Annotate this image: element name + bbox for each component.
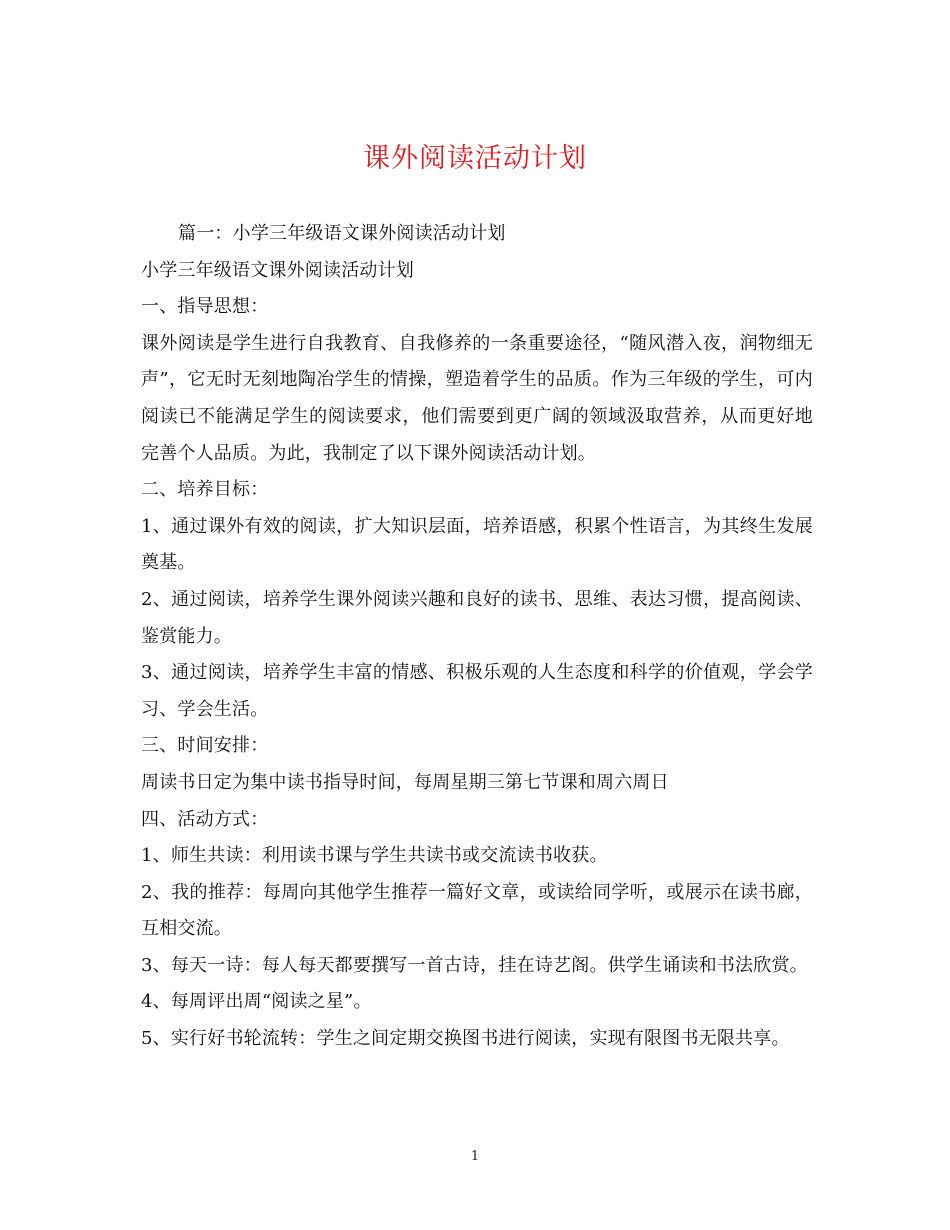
activity-item-2: 2、我的推荐：每周向其他学生推荐一篇好文章，或读给同学听，或展示在读书廊，互相交流。 <box>141 881 813 940</box>
activity-item-1: 1、师生共读：利用读书课与学生共读书或交流读书收获。 <box>141 845 608 867</box>
heading-goals: 二、培养目标： <box>141 479 269 501</box>
subtitle: 小学三年级语文课外阅读活动计划 <box>141 259 414 281</box>
page-number: 1 <box>470 1149 480 1164</box>
activity-item-3: 3、每天一诗：每人每天都要撰写一首古诗，挂在诗艺阁。供学生诵读和书法欣赏。 <box>141 954 808 976</box>
goal-item-2: 2、通过阅读，培养学生课外阅读兴趣和良好的读书、思维、表达习惯，提高阅读、鉴赏能力。 <box>141 588 813 647</box>
goal-item-1: 1、通过课外有效的阅读，扩大知识层面，培养语感，积累个性语言，为其终生发展奠基。 <box>141 515 813 574</box>
heading-guiding-thought: 一、指导思想： <box>141 296 269 318</box>
document-body <box>141 216 813 1058</box>
activity-item-5: 5、实行好书轮流转：学生之间定期交换图书进行阅读，实现有限图书无限共享。 <box>141 1028 790 1050</box>
activity-item-4: 4、每周评出周“阅读之星”。 <box>141 991 372 1013</box>
paragraph-schedule: 周读书日定为集中读书指导时间，每周星期三第七节课和周六周日 <box>141 771 669 793</box>
goal-item-3: 3、通过阅读，培养学生丰富的情感、积极乐观的人生态度和科学的价值观，学会学习、学会生活。 <box>141 662 813 720</box>
heading-activities: 四、活动方式： <box>141 808 269 830</box>
paragraph-guiding-thought: 课外阅读是学生进行自我教育、自我修养的一条重要途径，“随风潜入夜，润物细无声”，它无时无刻地陶冶学生的情操，塑造着学生的品质。作为三年级的学生，可内阅读已不能满足学生的阅读要求，他们需要到更广阔的领域汲取营养，从而更好地完善个人品质。为此，我制定了以下课外阅读活动计划。 <box>141 332 813 464</box>
document-title: 课外阅读活动计划 <box>363 143 587 174</box>
section-heading: 篇一：小学三年级语文课外阅读活动计划 <box>178 223 506 244</box>
heading-schedule: 三、时间安排： <box>141 735 269 757</box>
